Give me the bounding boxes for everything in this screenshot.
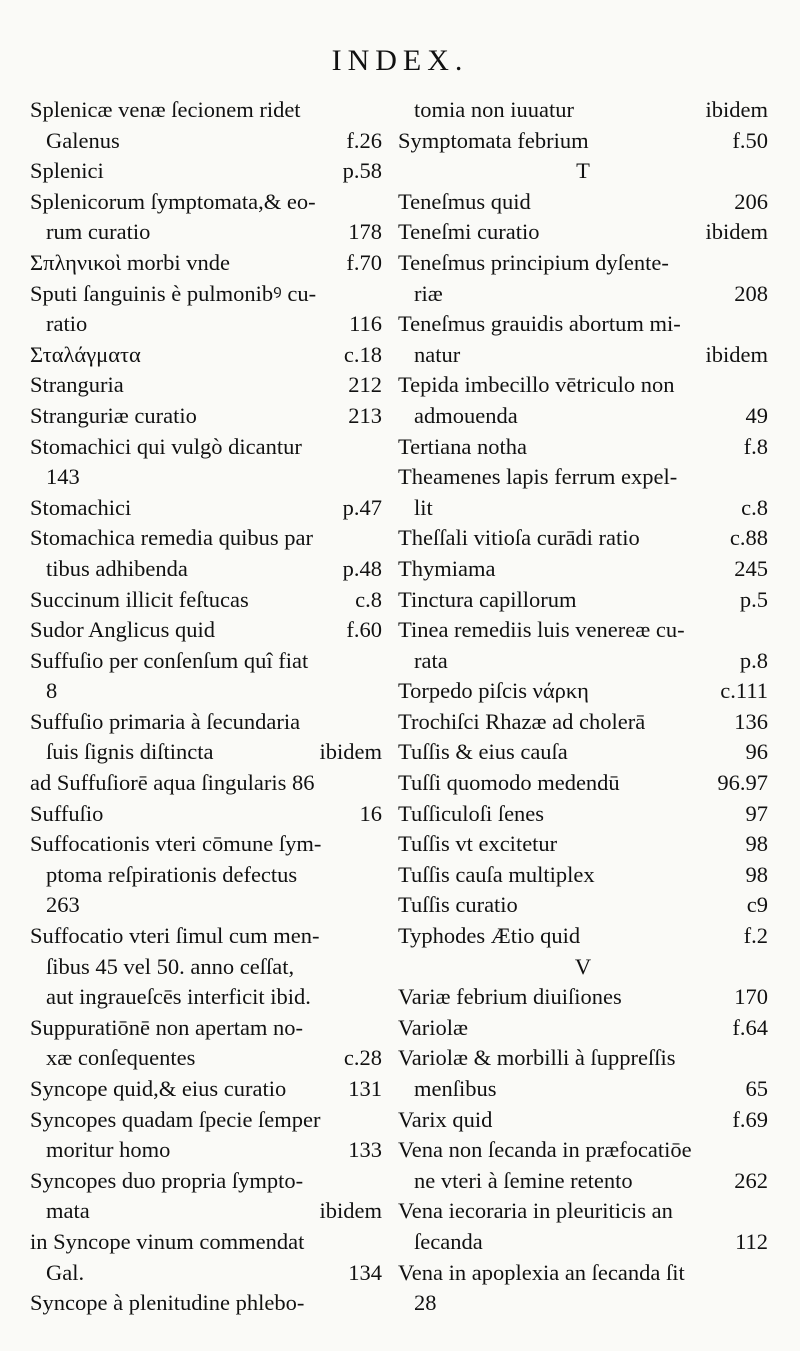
entry-text: Teneſmus grauidis abortum mi-	[398, 311, 681, 337]
index-entry	[30, 952, 382, 983]
entry-page-ref: p.8	[739, 647, 768, 673]
index-entry	[398, 462, 768, 493]
entry-text: Σπληνικοὶ morbi vnde	[30, 249, 231, 275]
entry-page-ref: c.18	[343, 341, 382, 367]
entry-text: Tuſſi quomodo medendū	[398, 770, 620, 796]
index-entry	[398, 585, 768, 616]
entry-text: Stranguria	[30, 372, 124, 398]
entry-text: Syncopes quadam ſpecie ſemper	[30, 1106, 321, 1132]
index-entry	[398, 493, 768, 524]
entry-text: Teneſmi curatio	[398, 219, 540, 245]
entry-page-ref: 206	[734, 188, 768, 214]
index-entry	[398, 1258, 768, 1289]
section-letter	[398, 156, 768, 187]
index-entry	[30, 95, 382, 126]
entry-text: 263	[46, 892, 80, 918]
index-entry	[30, 523, 382, 554]
entry-page-ref: f.8	[743, 433, 768, 459]
entry-text: Syncope quid,& eius curatio	[30, 1076, 287, 1101]
entry-page-ref: 98	[745, 861, 768, 887]
entry-text: Stranguriæ curatio	[30, 402, 197, 428]
entry-page-ref: c.28	[343, 1045, 382, 1071]
index-entry	[30, 890, 382, 921]
entry-text: Variolæ & morbilli à ſuppreſſis	[398, 1045, 676, 1071]
index-entry	[398, 126, 768, 157]
entry-text: tomia non iuuatur	[414, 97, 574, 122]
index-entry	[398, 554, 768, 585]
entry-text: ſecanda	[414, 1228, 483, 1254]
entry-text: Trochiſci Rhazæ ad cholerā	[398, 708, 646, 734]
index-entry	[30, 1288, 382, 1319]
entry-text: ad Suffuſiorē aqua ſingularis 86	[30, 770, 315, 796]
entry-text: ne vteri à ſemine retento	[414, 1167, 633, 1193]
entry-page-ref: p.5	[739, 586, 768, 612]
entry-text: Theamenes lapis ferrum expel-	[398, 464, 678, 490]
entry-page-ref: 98	[745, 831, 768, 857]
entry-text: Syncopes duo propria ſympto-	[30, 1167, 304, 1193]
entry-text: Typhodes Ætio quid	[398, 923, 581, 949]
index-entry	[30, 217, 382, 248]
entry-text: ptoma reſpirationis defectus	[46, 861, 298, 887]
entry-page-ref: 262	[734, 1167, 768, 1193]
entry-page-ref: c.111	[720, 678, 768, 704]
entry-text: Stomachica remedia quibus par	[30, 525, 314, 551]
index-entry	[30, 1013, 382, 1044]
entry-text: Sudor Anglicus quid	[30, 617, 216, 643]
entry-text: Splenici	[30, 158, 104, 184]
entry-text: Tertiana notha	[398, 433, 527, 459]
index-entry	[398, 1196, 768, 1227]
index-entry	[398, 982, 768, 1013]
entry-page-ref: 112	[735, 1228, 768, 1254]
entry-text: 28	[414, 1290, 437, 1316]
entry-page-ref: 134	[348, 1259, 382, 1285]
entry-text: rata	[414, 647, 448, 673]
index-entry	[30, 676, 382, 707]
entry-page-ref: c.8	[355, 586, 382, 612]
entry-page-ref: 16	[359, 800, 382, 826]
entry-page-ref: 136	[734, 708, 768, 734]
index-entry	[30, 493, 382, 524]
index-entry	[398, 1074, 768, 1105]
index-entry	[30, 707, 382, 738]
left-column	[30, 95, 382, 1319]
entry-page-ref: 65	[745, 1076, 768, 1101]
entry-text: menſibus	[414, 1076, 497, 1101]
index-entry	[30, 248, 382, 279]
index-entry	[398, 1105, 768, 1136]
index-entry	[30, 921, 382, 952]
entry-page-ref: ibidem	[705, 341, 768, 367]
index-entry	[398, 646, 768, 677]
entry-text: Splenicorum ſymptomata,& eo-	[30, 188, 316, 214]
index-entry	[30, 799, 382, 830]
entry-text: Vena iecoraria in pleuriticis an	[398, 1198, 673, 1224]
entry-text: Σταλάγματα	[30, 341, 141, 367]
entry-text: Suffocatio vteri ſimul cum men-	[30, 923, 320, 949]
entry-text: aut ingraueſcēs interficit ibid.	[46, 984, 311, 1010]
index-entry	[398, 707, 768, 738]
entry-page-ref: p.48	[342, 555, 382, 581]
entry-text: mata	[46, 1198, 90, 1224]
index-entry	[30, 1166, 382, 1197]
entry-text: Stomachici qui vulgò dicantur	[30, 433, 302, 459]
entry-text: Torpedo piſcis νάρκη	[398, 678, 589, 704]
entry-page-ref: f.60	[346, 617, 382, 643]
entry-text: tibus adhibenda	[46, 555, 188, 581]
running-head: INDEX.	[331, 44, 469, 77]
entry-text: admouenda	[414, 402, 518, 428]
index-entry	[398, 921, 768, 952]
index-entry	[30, 1043, 382, 1074]
index-entry	[30, 340, 382, 371]
entry-text: lit	[414, 494, 433, 520]
index-entry	[30, 737, 382, 768]
entry-text: rum curatio	[46, 219, 151, 245]
entry-page-ref: 245	[734, 555, 768, 581]
index-entry	[398, 1166, 768, 1197]
index-entry	[30, 126, 382, 157]
index-entry	[398, 1013, 768, 1044]
entry-text: Tinctura capillorum	[398, 586, 577, 612]
entry-text: Thymiama	[398, 555, 496, 581]
index-entry	[398, 1227, 768, 1258]
index-entry	[398, 432, 768, 463]
index-entry	[398, 370, 768, 401]
entry-text: 8	[46, 678, 58, 704]
index-entry	[30, 585, 382, 616]
index-entry	[30, 156, 382, 187]
index-entry	[30, 768, 382, 799]
entry-text: Splenicæ venæ ſecionem ridet	[30, 97, 301, 122]
entry-page-ref: p.58	[342, 158, 382, 184]
entry-text: Teneſmus quid	[398, 188, 531, 214]
index-entry	[398, 1135, 768, 1166]
entry-text: riæ	[414, 280, 443, 306]
index-entry	[30, 279, 382, 310]
index-entry	[398, 309, 768, 340]
index-entry	[398, 1043, 768, 1074]
section-letter-text: V	[574, 953, 592, 979]
index-entry	[398, 890, 768, 921]
entry-text: Stomachici	[30, 494, 132, 520]
entry-page-ref: 131	[348, 1076, 382, 1101]
entry-text: Varix quid	[398, 1106, 493, 1132]
entry-text: in Syncope vinum commendat	[30, 1228, 305, 1254]
index-entry	[30, 401, 382, 432]
index-entry	[30, 309, 382, 340]
entry-text: Galenus	[46, 127, 120, 153]
index-entry	[398, 829, 768, 860]
index-entry	[30, 982, 382, 1013]
index-entry	[30, 187, 382, 218]
entry-text: moritur homo	[46, 1137, 171, 1163]
index-entry	[398, 401, 768, 432]
index-entry	[30, 1135, 382, 1166]
index-entry	[30, 554, 382, 585]
index-entry	[30, 1105, 382, 1136]
entry-page-ref: f.2	[743, 923, 768, 949]
entry-text: xæ conſequentes	[46, 1045, 196, 1071]
entry-page-ref: ibidem	[319, 739, 382, 765]
entry-text: Variolæ	[398, 1014, 468, 1040]
entry-text: Gal.	[46, 1259, 85, 1285]
entry-text: Suppuratiōnē non apertam no-	[30, 1014, 304, 1040]
entry-page-ref: c.88	[729, 525, 768, 551]
entry-text: Vena non ſecanda in præfocatiōe	[398, 1137, 692, 1163]
entry-page-ref: f.70	[346, 249, 382, 275]
entry-page-ref: f.50	[732, 127, 768, 153]
entry-page-ref: 178	[348, 219, 382, 245]
entry-text: Suffuſio primaria à ſecundaria	[30, 708, 301, 734]
entry-text: Succinum illicit feſtucas	[30, 586, 249, 612]
index-entry	[398, 340, 768, 371]
entry-page-ref: f.64	[732, 1014, 768, 1040]
index-entry	[30, 829, 382, 860]
index-entry	[30, 1196, 382, 1227]
entry-page-ref: c9	[746, 892, 768, 918]
index-entry	[398, 95, 768, 126]
index-entry	[398, 187, 768, 218]
index-entry	[398, 860, 768, 891]
entry-page-ref: ibidem	[319, 1198, 382, 1224]
entry-page-ref: 49	[745, 402, 768, 428]
entry-page-ref: 212	[348, 372, 382, 398]
index-entry	[398, 615, 768, 646]
index-entry	[30, 646, 382, 677]
entry-text: Tuſſis cauſa multiplex	[398, 861, 595, 887]
entry-page-ref: ibidem	[705, 219, 768, 245]
entry-page-ref: f.69	[732, 1106, 768, 1132]
index-entry	[30, 370, 382, 401]
index-entry	[30, 1227, 382, 1258]
entry-page-ref: 96.97	[717, 770, 768, 796]
index-entry	[30, 615, 382, 646]
index-entry	[398, 676, 768, 707]
entry-page-ref: 133	[348, 1137, 382, 1163]
entry-text: Tuſſis curatio	[398, 892, 518, 918]
entry-text: natur	[414, 341, 461, 367]
index-entry	[398, 768, 768, 799]
entry-page-ref: ibidem	[705, 97, 768, 122]
index-entry	[30, 432, 382, 463]
entry-text: Vena in apoplexia an ſecanda ſit	[398, 1259, 685, 1285]
index-entry	[30, 462, 382, 493]
entry-page-ref: 170	[734, 984, 768, 1010]
index-entry	[30, 1074, 382, 1105]
index-entry	[398, 217, 768, 248]
entry-page-ref: 96	[745, 739, 768, 765]
entry-text: ratio	[46, 311, 88, 337]
entry-text: Tuſſis & eius cauſa	[398, 739, 568, 765]
entry-text: Variæ febrium diuiſiones	[398, 984, 622, 1010]
index-entry	[398, 279, 768, 310]
entry-text: Suffuſio per conſenſum quî fiat	[30, 647, 309, 673]
section-letter	[398, 952, 768, 983]
entry-text: Theſſali vitioſa curādi ratio	[398, 525, 640, 551]
index-entry	[398, 799, 768, 830]
entry-text: Suffocationis vteri cōmune ſym-	[30, 831, 322, 857]
entry-page-ref: 116	[349, 311, 382, 337]
entry-page-ref: 97	[745, 800, 768, 826]
entry-text: Tuſſis vt excitetur	[398, 831, 558, 857]
index-entry	[398, 1288, 768, 1319]
entry-page-ref: c.8	[741, 494, 768, 520]
entry-text: Tinea remediis luis venereæ cu-	[398, 617, 685, 643]
index-entry	[398, 248, 768, 279]
entry-text: 143	[46, 464, 80, 490]
entry-text: Tuſſiculoſi ſenes	[398, 800, 545, 826]
right-column	[398, 95, 768, 1319]
section-letter-text: T	[576, 158, 590, 184]
entry-text: Suffuſio	[30, 800, 104, 826]
entry-text: ſuis ſignis diſtincta	[46, 739, 214, 765]
entry-page-ref: 208	[734, 280, 768, 306]
entry-text: ſibus 45 vel 50. anno ceſſat,	[46, 953, 295, 979]
index-entry	[30, 1258, 382, 1289]
index-entry	[30, 860, 382, 891]
entry-page-ref: 213	[348, 402, 382, 428]
entry-text: Teneſmus principium dyſente-	[398, 249, 669, 275]
entry-page-ref: f.26	[346, 127, 382, 153]
entry-page-ref: p.47	[342, 494, 382, 520]
entry-text: Sputi ſanguinis è pulmonibꝰ cu-	[30, 280, 317, 306]
entry-text: Tepida imbecillo vētriculo non	[398, 372, 675, 398]
entry-text: Symptomata febrium	[398, 127, 589, 153]
index-entry	[398, 523, 768, 554]
index-entry	[398, 737, 768, 768]
entry-text: Syncope à plenitudine phlebo-	[30, 1290, 305, 1316]
